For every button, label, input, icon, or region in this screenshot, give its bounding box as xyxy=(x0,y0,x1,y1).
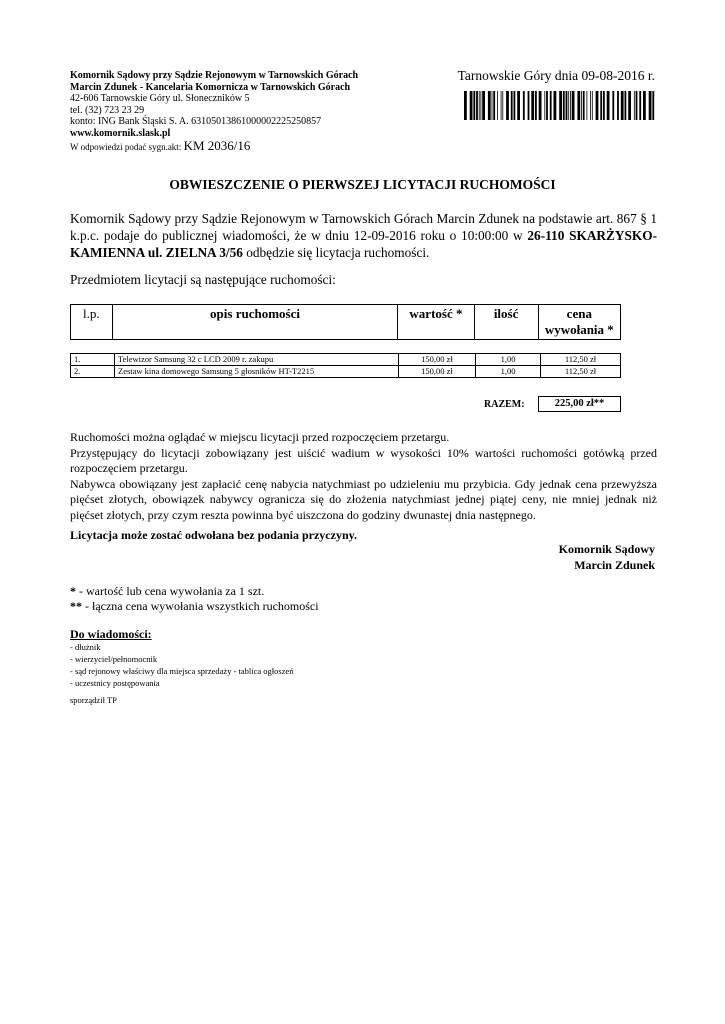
list-item: - dłużnik xyxy=(70,642,101,652)
row-description: Zestaw kina domowego Samsung 5 głosników HT-T2215 xyxy=(115,366,399,378)
signature-title: Komornik Sądowy xyxy=(558,542,655,556)
total-value: 225,00 zł** xyxy=(538,396,621,412)
list-item: - uczestnicy postępowania xyxy=(70,678,160,688)
case-reference-label: W odpowiedzi podać sygn.akt: xyxy=(70,141,182,152)
items-table xyxy=(70,353,621,378)
sender-line2: Marcin Zdunek - Kancelaria Komornicza w Tarnowskich Górach xyxy=(70,81,351,93)
auction-location: 26-110 SKARŻYSKO-KAMIENNA ul. ZIELNA 3/56 xyxy=(70,228,657,260)
sender-header xyxy=(70,70,358,153)
table-row xyxy=(71,354,621,366)
viewing-info: Ruchomości można oglądać w miejscu licytacji przed rozpoczęciem przetargu. xyxy=(70,430,450,444)
row-price: 112,50 zł xyxy=(541,366,621,378)
row-quantity: 1,00 xyxy=(476,366,541,378)
subject-line: Przedmiotem licytacji są następujące ruchomości: xyxy=(70,272,336,287)
sender-account: konto: ING Bank Śląski S. A. 63105013861000002225250857 xyxy=(70,116,322,128)
signature xyxy=(559,541,655,573)
row-quantity: 1,00 xyxy=(476,354,541,366)
row-price: 112,50 zł xyxy=(541,354,621,366)
footnote-1 xyxy=(70,584,319,599)
sender-address: 42-606 Tarnowskie Góry ul. Słoneczników 5 xyxy=(70,93,250,105)
prepared-by: sporządził TP xyxy=(70,695,117,705)
row-value: 150,00 zł xyxy=(399,366,476,378)
intro-text-a: Komornik Sądowy przy Sądzie Rejonowym w Tarnowskich Górach Marcin Zdunek na podstawie art. 867 § 1 k.p.c. podaje do publicznej wiadomości, że w dniu 12-09-2016 roku o 10:00:00 w xyxy=(70,211,657,243)
footnote-2 xyxy=(70,599,319,614)
row-value: 150,00 zł xyxy=(399,354,476,366)
row-description: Telewizor Samsung 32 c LCD 2009 r. zakupu xyxy=(115,354,399,366)
sender-website: www.komornik.slask.pl xyxy=(70,127,171,139)
signature-name: Marcin Zdunek xyxy=(574,558,655,572)
col-lp-header: l.p. xyxy=(71,305,113,340)
footnote-1-text: - wartość lub cena wywołania za 1 szt. xyxy=(76,584,265,598)
sender-line1: Komornik Sądowy przy Sądzie Rejonowym w Tarnowskich Górach xyxy=(70,70,359,81)
intro-paragraph xyxy=(70,210,657,261)
deposit-info: Przystępujący do licytacji zobowiązany jest uiścić wadium w wysokości 10% wartości ruchomości gotówką przed rozpoczęciem przetargu. xyxy=(70,445,657,475)
recipients-title: Do wiadomości: xyxy=(70,627,152,641)
recipients-list xyxy=(70,641,294,689)
footnote-2-text: - łączna cena wywołania wszystkich ruchomości xyxy=(82,598,319,613)
sender-phone: tel. (32) 723 23 29 xyxy=(70,104,145,116)
list-item: - sąd rejonowy właściwy dla miejsca sprzedaży - tablica ogłoszeń xyxy=(70,666,294,676)
barcode-image xyxy=(463,91,655,127)
cancel-notice: Licytacja może zostać odwołana bez podania przyczyny. xyxy=(70,528,357,542)
col-value-header: wartość * xyxy=(398,305,474,340)
total-label: RAZEM: xyxy=(484,399,525,410)
items-table-header xyxy=(70,304,621,340)
payment-info: Nabywca obowiązany jest zapłacić cenę nabycia natychmiast po udzieleniu mu przybicia. Gdy jednak cena przewyższa pięćset złotych, obowiązek nabywcy ogranicza się do złożenia natychmiast jednej piątej ceny, nie mniej jednak niż pięćset złotych, przy czym reszta powinna być uiszczona do godziny dwunastej dnia następnego. xyxy=(70,476,657,522)
row-lp: 2. xyxy=(71,366,115,378)
list-item: - wierzyciel/pełnomocnik xyxy=(70,654,158,664)
col-description-header: opis ruchomości xyxy=(112,305,398,340)
intro-text-b: odbędzie się licytacja ruchomości. xyxy=(242,245,430,260)
footnotes xyxy=(70,584,319,613)
footnote-2-mark: ** xyxy=(70,598,82,613)
col-quantity-header: ilość xyxy=(474,305,538,340)
case-reference xyxy=(70,137,358,154)
row-lp: 1. xyxy=(71,354,115,366)
table-row xyxy=(71,366,621,378)
document-title: OBWIESZCZENIE O PIERWSZEJ LICYTACJI RUCHOMOŚCI xyxy=(169,177,556,192)
place-date: Tarnowskie Góry dnia 09-08-2016 r. xyxy=(457,68,655,83)
footnote-1-mark: * xyxy=(70,584,76,598)
case-reference-number: KM 2036/16 xyxy=(183,137,251,153)
conditions-text xyxy=(70,430,657,523)
col-price-header: cena wywołania * xyxy=(538,305,620,340)
